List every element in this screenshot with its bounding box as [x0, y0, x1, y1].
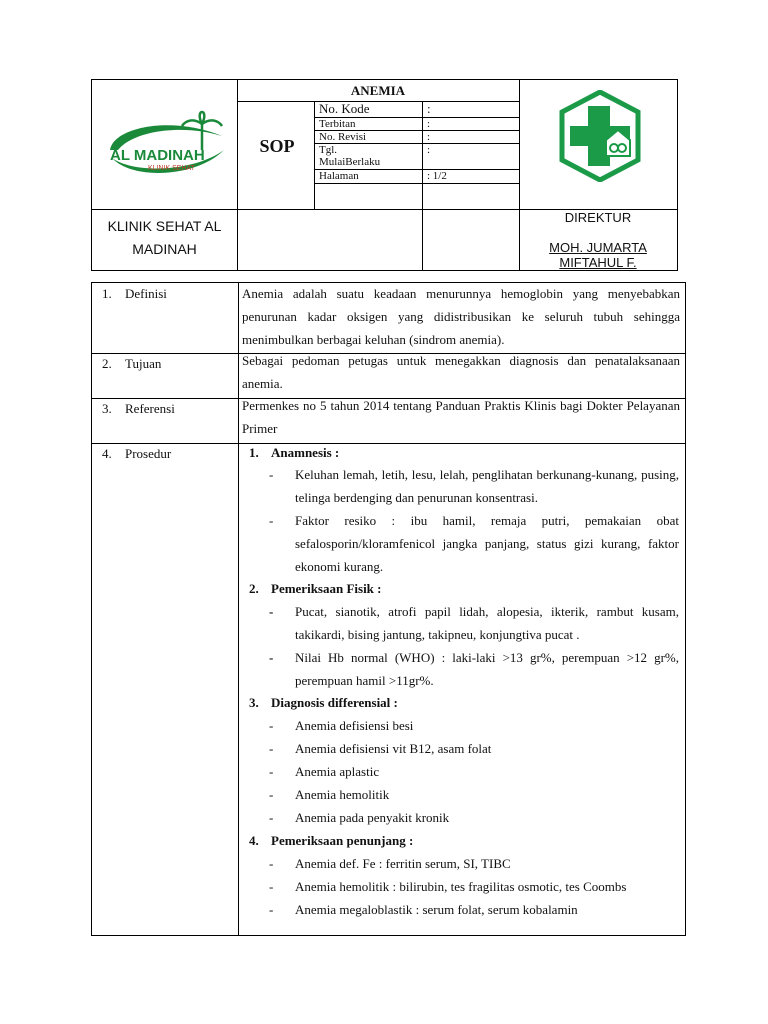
- list-item: - Anemia defisiensi besi: [269, 718, 414, 733]
- director-name: MOH. JUMARTA MIFTAHUL F.: [549, 240, 647, 270]
- list-item: - Nilai Hb normal (WHO) : laki-laki >13 gr%, perempuan >12 gr%, perempuan hamil >11gr%.: [269, 650, 679, 688]
- tujuan-text: Sebagai pedoman petugas untuk menegakkan diagnosis dan penatalaksanaan anemia.: [242, 353, 680, 391]
- divider: [314, 183, 519, 184]
- divider: [238, 283, 239, 936]
- list-item: - Pucat, sianotik, atrofi papil lidah, alopesia, ikterik, rambut kusam, takikardi, bising jantung, takipneu, konjungtiva pucat .: [269, 604, 679, 642]
- logo-subtext: KLINIK SEHAT: [148, 165, 195, 172]
- definisi-text: Anemia adalah suatu keadaan menurunnya hemoglobin yang menyebabkan penurunan kadar oksigen yang didistribusikan ke seluruh tubuh sehingga menimbulkan berbagai keluhan (sindrom anemia).: [242, 286, 680, 347]
- sop-content-table: 1. Definisi 2. Tujuan 3. Referensi 4. Prosedur Anemia adalah suatu keadaan menurunnya hemoglobin yang menyebabkan penurunan kadar oksigen yang didistribusikan ke seluruh tubuh sehingga menimbulkan berbagai keluhan (sindrom anemia). Sebagai pedoman petugas untuk menegakkan diagnosis dan penatalaksanaan anemia. Permenkes no 5 tahun 2014 tentang Panduan Praktis Klinis bagi Dokter Pelayanan Primer 1. Anamnesis : - Keluhan lemah, letih, lesu, lelah, penglihatan berkunang-kunang, pusing, telinga berdenging dan penurunan konsentrasi. - Faktor resiko : ibu hamil, remaja putri, pemakaian obat sefalosporin/kloramfenicol jangka panjang, status gizi kurang, faktor ekonomi kurang. 2. Pemeriksaan Fisik : - Pucat, sianotik, atrofi papil lidah, alopesia, ikterik, rambut kusam, takikardi, bising jantung, takipneu, konjungtiva pucat . - Nilai Hb normal (WHO) : laki-laki >13 gr%, perempuan >12 gr%, perempuan hamil >11gr%. 3. Diagnosis differensial : - Anemia defisiensi besi - Anemia defisiensi vit B12, asam folat - Anemia aplastic - Anemia hemolitik - Anemia pada penyakit kronik 4. Pemeriksaan penunjang : - Anemia def. Fe : ferritin serum, SI, TIBC - Anemia hemolitik : bilirubin, tes fragilitas osmotic, tes Coombs - Anemia megaloblastik : serum folat, serum kobalamin: [91, 282, 686, 936]
- director-title: DIREKTUR: [564, 210, 632, 225]
- document-title: ANEMIA: [350, 83, 406, 98]
- list-item: - Anemia aplastic: [269, 764, 380, 779]
- clinic-logo: [104, 110, 230, 190]
- divider: [92, 443, 686, 444]
- clinic-name: KLINIK SEHAT AL MADINAH: [107, 218, 222, 257]
- divider: [422, 102, 423, 271]
- health-cross-logo: [554, 90, 646, 187]
- list-item: - Anemia hemolitik: [269, 787, 390, 802]
- list-item: - Anemia megaloblastik : serum folat, serum kobalamin: [269, 902, 578, 917]
- referensi-text: Permenkes no 5 tahun 2014 tentang Panduan Praktis Klinis bagi Dokter Pelayanan Primer: [242, 398, 680, 436]
- divider: [237, 80, 238, 271]
- divider: [314, 143, 519, 144]
- list-item: - Anemia def. Fe : ferritin serum, SI, TIBC: [269, 856, 511, 871]
- sop-header-table: AL MADINAH KLINIK SEHAT KLINIK SEHAT AL MADINAH ANEMIA SOP No. Kode : Terbitan : No. Revisi : Tgl. : MulaiBerlaku Halaman : 1/2 DIREKTUR MOH. JUMARTA MIFTAHUL F.: [91, 79, 678, 271]
- list-item: - Keluhan lemah, letih, lesu, lelah, penglihatan berkunang-kunang, pusing, telinga berdenging dan penurunan konsentrasi.: [269, 467, 679, 505]
- divider: [237, 101, 519, 102]
- list-item: - Anemia defisiensi vit B12, asam folat: [269, 741, 492, 756]
- divider: [314, 102, 315, 209]
- list-item: - Anemia hemolitik : bilirubin, tes fragilitas osmotic, tes Coombs: [269, 879, 627, 894]
- logo-text: AL MADINAH: [110, 147, 205, 164]
- list-item: - Anemia pada penyakit kronik: [269, 810, 450, 825]
- list-item: - Faktor resiko : ibu hamil, remaja putri, pemakaian obat sefalosporin/kloramfenicol jangka panjang, status gizi kurang, faktor ekonomi kurang.: [269, 513, 679, 574]
- sop-label: SOP: [259, 136, 295, 156]
